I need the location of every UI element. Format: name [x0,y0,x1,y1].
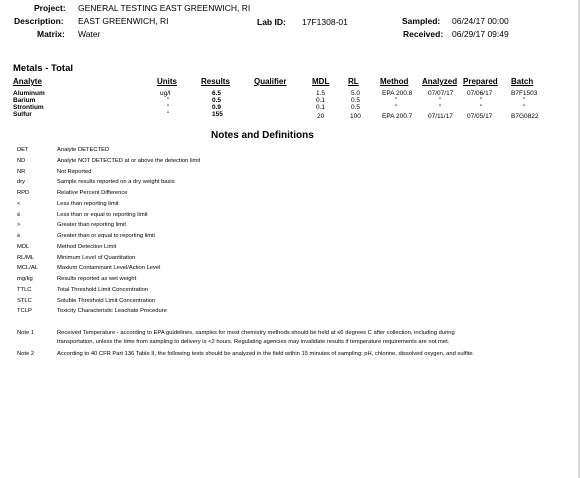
project-label: Project: [34,3,66,13]
col-units: Units [157,77,177,86]
cell-analyte: Strontium [13,104,44,111]
matrix-value: Water [78,29,101,39]
col-analyzed: Analyzed [422,77,458,86]
definition-text: Greater than reporting limit [57,222,126,228]
cell-analyte: Aluminum [13,90,45,97]
definition-text: Greater than or equal to reporting limit [57,233,155,239]
cell-prepared: " [480,104,483,111]
cell-analyte: Sulfur [13,111,32,118]
received-value: 06/29/17 09:49 [452,29,509,39]
note-text-line: Received Temperature - according to EPA guidelines, samples for most chemistry methods should be held at ≤6 degrees C after collection, including during [57,330,455,336]
col-results: Results [201,77,230,86]
cell-results: 155 [212,111,223,118]
definition-text: Soluble Threshold Limit Concentration [57,298,156,304]
definition-code: ≤ [17,212,21,218]
note-text-line: transportation, unless the time from sampling to delivery is <2 hours. Regulating agencies may invalidate results if temperature requirements are not met. [57,339,450,345]
cell-results: 0.5 [212,97,222,104]
definition-code: DET [17,147,29,153]
cell-mdl: 20 [317,113,325,120]
cell-units: " [167,104,170,111]
definition-text: Relative Percent Difference [57,190,128,196]
cell-rl: 5.0 [351,90,361,97]
cell-results: 0.9 [212,104,222,111]
cell-batch: " [523,97,526,104]
definition-text: Maxium Contaminant Level/Action Level [57,265,161,271]
sampled-label: Sampled: [402,16,441,26]
definition-text: Not Reported [57,169,92,175]
col-method: Method [380,77,409,86]
notes-title: Notes and Definitions [211,130,314,141]
received-label: Received: [403,29,444,39]
definition-text: Less than or equal to reporting limit [57,212,148,218]
lab-id-label: Lab ID: [257,17,286,27]
cell-prepared: 07/06/17 [467,90,493,97]
cell-rl: 0.5 [351,97,361,104]
cell-prepared: 07/05/17 [467,113,493,120]
definition-text: Minimum Level of Quantitation [57,255,136,261]
definition-code: ND [17,158,26,164]
matrix-label: Matrix: [37,29,65,39]
description-label: Description: [14,16,64,26]
sampled-value: 06/24/17 00:00 [452,16,509,26]
section-title: Metals - Total [13,63,73,74]
cell-analyte: Barium [13,97,36,104]
definition-text: Toxicity Characteristic Leachate Procedure [57,308,167,314]
cell-units: ug/l [160,90,171,97]
cell-analyzed: 07/11/17 [428,113,453,120]
note-text-line: According to 40 CFR Part 136 Table II, the following tests should be analyzed in the field within 15 minutes of sampling: pH, chlorine, dissolved oxygen, and sulfite. [57,351,475,357]
definition-text: Total Threshold Limit Concentration [57,287,149,293]
definition-code: TCLP [17,308,32,314]
col-analyte: Analyte [13,77,42,86]
project-value: GENERAL TESTING EAST GREENWICH, RI [78,3,251,13]
col-rl: RL [348,77,359,86]
definition-code: RL/ML [17,255,35,261]
note-code: Note 1 [17,330,35,336]
cell-analyzed: " [439,104,442,111]
definition-code: mg/kg [17,276,33,282]
cell-units: " [167,97,170,104]
cell-mdl: 0.1 [316,97,326,104]
definition-text: Method Detection Limit [57,244,117,250]
cell-batch: B7F1503 [511,90,538,97]
col-qualifier: Qualifier [254,77,287,86]
col-batch: Batch [511,77,534,86]
definition-code: TTLC [17,287,32,293]
definition-code: < [17,201,21,207]
cell-method: EPA 200.8 [382,90,413,97]
cell-batch: " [523,104,526,111]
cell-prepared: " [480,97,483,104]
definition-code: dry [17,179,26,185]
description-value: EAST GREENWICH, RI [78,16,169,26]
definition-code: MCL/AL [17,265,38,271]
cell-analyzed: 07/07/17 [428,90,454,97]
cell-rl: 100 [350,113,361,120]
definition-text: Sample results reported on a dry weight basis [57,179,175,185]
cell-analyzed: " [439,97,442,104]
cell-results: 6.5 [212,90,222,97]
note-code: Note 2 [17,351,35,357]
col-prepared: Prepared [463,77,498,86]
cell-mdl: 1.5 [316,90,326,97]
definition-code: RPD [17,190,30,196]
definition-code: MDL [17,244,30,250]
cell-method: " [395,97,398,104]
definition-text: Analyte NOT DETECTED at or above the detection limit [57,158,201,164]
definition-text: Analyte DETECTED [57,147,110,153]
cell-units: " [167,111,170,118]
cell-method: " [395,104,398,111]
cell-rl: 0.5 [351,104,361,111]
lab-id-value: 17F1308-01 [302,17,348,27]
definition-code: STLC [17,298,32,304]
definition-code: ≥ [17,233,21,239]
cell-method: EPA 200.7 [382,113,413,120]
definition-text: Less than reporting limit [57,201,119,207]
definition-code: NR [17,169,26,175]
cell-mdl: 0.1 [316,104,326,111]
definition-code: > [17,222,21,228]
col-mdl: MDL [312,77,330,86]
definition-text: Results reported as wet weight [57,276,137,282]
cell-batch: B7G0822 [511,113,539,120]
